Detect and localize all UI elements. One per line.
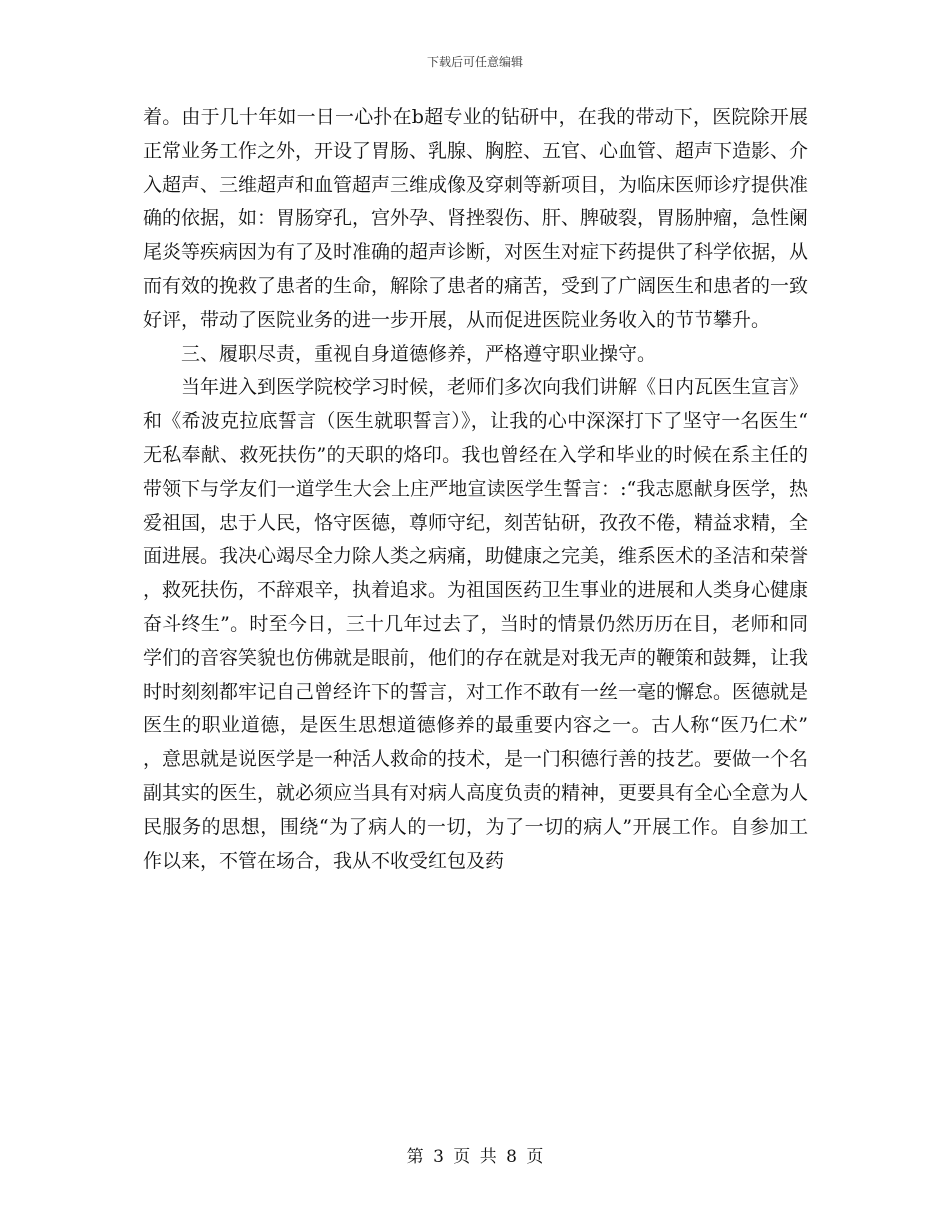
page-number-footer: 第 3 页 共 8 页: [406, 1147, 544, 1167]
paragraph: 当年进入到医学院校学习时候，老师们多次向我们讲解《日内瓦医生宣言》和《希波克拉底誓言（医生就职誓言）》，让我的心中深深打下了坚守一名医生“无私奉献、救死扶伤”的天职的烙印。我也曾经在入学和毕业的时候在系主任的带领下与学友们一道学生大会上庄严地宣读医学生誓言：:“我志愿献身医学，热爱祖国，忠于人民，恪守医德，尊师守纪，刻苦钻研，孜孜不倦，精益求精，全面进展。我决心竭尽全力除人类之病痛，助健康之完美，维系医术的圣洁和荣誉，救死扶伤，不辞艰辛，执着追求。为祖国医药卫生事业的进展和人类身心健康奋斗终生”。时至今日，三十几年过去了，当时的情景仍然历历在目，老师和同学们的音容笑貌也仿佛就是眼前，他们的存在就是对我无声的鞭策和鼓舞，让我时时刻刻都牢记自己曾经许下的誓言，对工作不敢有一丝一毫的懈怠。医德就是医生的职业道德，是医生思想道德修养的最重要内容之一。古人称“医乃仁术”，意思就是说医学是一种活人救命的技术，是一门积德行善的技艺。要做一个名副其实的医生，就必须应当具有对病人高度负责的精神，更要具有全心全意为人民服务的思想，围绕“为了病人的一切，为了一切的病人”开展工作。自参加工作以来，不管在场合，我从不收受红包及药: [143, 376, 809, 872]
document-body: [143, 101, 808, 878]
page-header: 下载后可任意编辑: [426, 55, 523, 69]
paragraph: 着。由于几十年如一日一心扑在b超专业的钻研中，在我的带动下，医院除开展正常业务工作之外，开设了胃肠、乳腺、胸腔、五官、心血管、超声下造影、介入超声、三维超声和血管超声三维成像及穿刺等新项目，为临床医师诊疗提供准确的依据，如：胃肠穿孔，宫外孕、肾挫裂伤、肝、脾破裂，胃肠肿瘤，急性阑尾炎等疾病因为有了及时准确的超声诊断，对医生对症下药提供了科学依据，从而有效的挽救了患者的生命，解除了患者的痛苦，受到了广阔医生和患者的一致好评，带动了医院业务的进一步开展，从而促进医院业务收入的节节攀升。: [143, 106, 809, 331]
section-heading: 三、履职尽责，重视自身道德修养，严格遵守职业操守。: [181, 342, 657, 365]
